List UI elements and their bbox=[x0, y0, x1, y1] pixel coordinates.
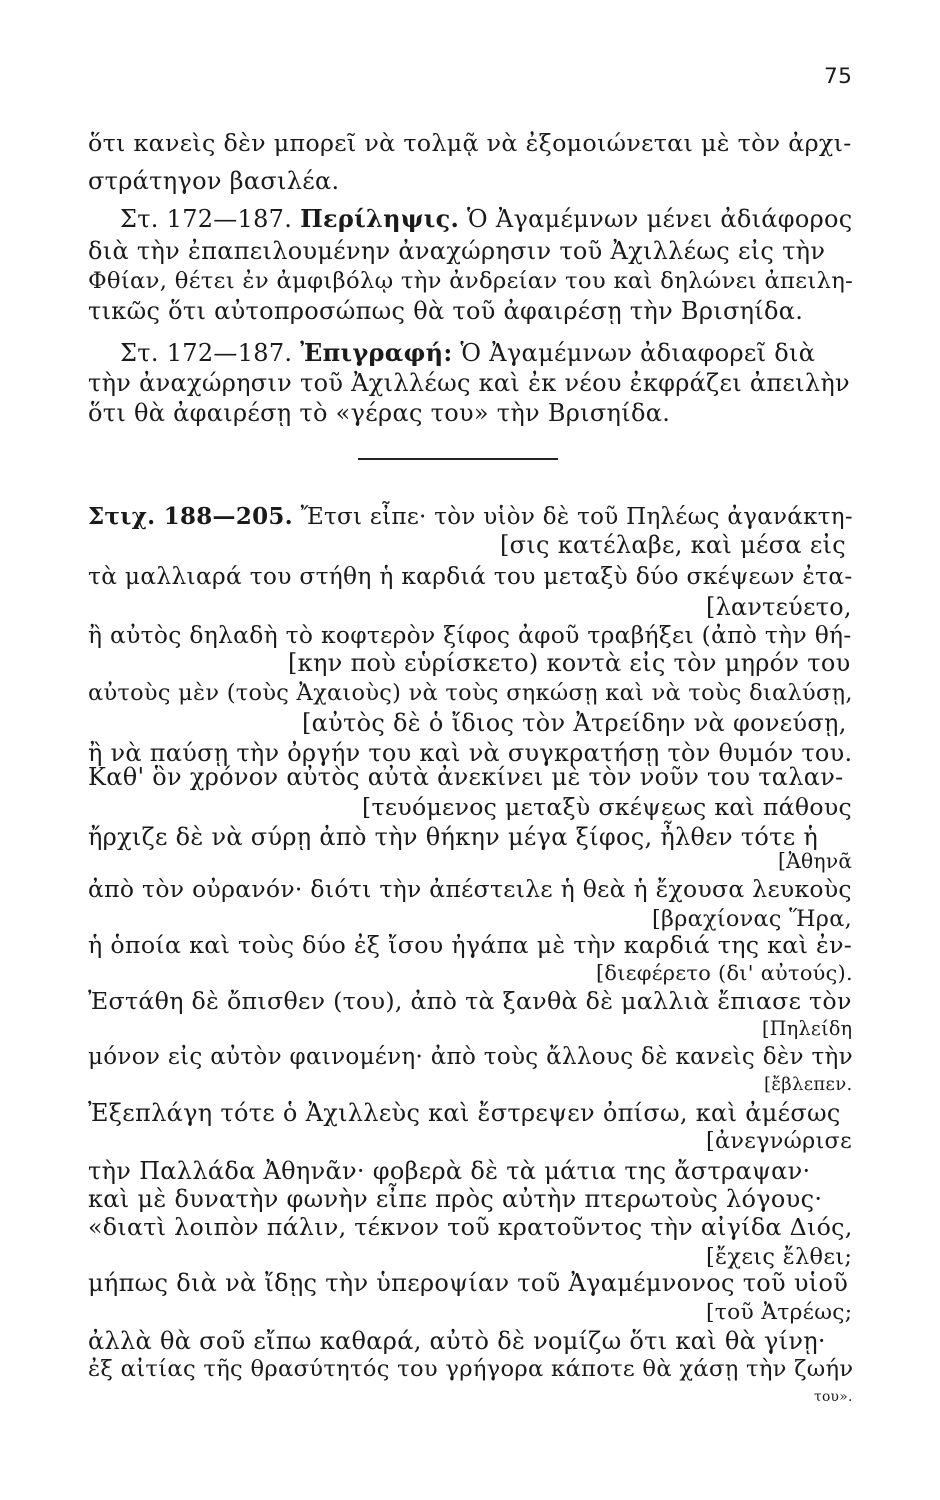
verse-line: [λαντεύετο, bbox=[706, 593, 852, 621]
verse-line: [βραχίονας Ἥρα, bbox=[652, 906, 853, 932]
summary-first-line bbox=[120, 204, 852, 234]
section-divider bbox=[358, 458, 558, 460]
verse-line: ἀλλὰ θὰ σοῦ εἴπω καθαρά, αὐτὸ δὲ νομίζω ὅτι καὶ θὰ γίνῃ· bbox=[88, 1327, 826, 1355]
summary-text: Ὁ Ἀγαμέμνων μένει ἀδιάφορος bbox=[459, 205, 853, 233]
epigraph-line: ὅτι θὰ ἀφαιρέσῃ τὸ «γέρας του» τὴν Βρισηίδα. bbox=[88, 399, 671, 427]
verse-line: Ἐστάθη δὲ ὄπισθεν (του), ἀπὸ τὰ ξανθὰ δὲ μαλλιὰ ἔπιασε τὸν bbox=[88, 987, 852, 1015]
verse-line: μόνον εἰς αὐτὸν φαινομένη· ἀπὸ τοὺς ἄλλους δὲ κανεὶς δὲν τὴν bbox=[88, 1044, 853, 1070]
verse-line: ἢ νὰ παύσῃ τὴν ὀργήν του καὶ νὰ συγκρατήσῃ τὸν θυμόν του. bbox=[88, 739, 853, 767]
verse-line: ἐξ αἰτίας τῆς θρασύτητός του γρήγορα κάποτε θὰ χάσῃ τὴν ζωήν bbox=[88, 1356, 854, 1382]
summary-ref: Στ. 172—187. bbox=[120, 205, 293, 233]
verse-line: μήπως διὰ νὰ ἴδῃς τὴν ὑπεροψίαν τοῦ Ἀγαμέμνονος τοῦ υἱοῦ bbox=[88, 1269, 849, 1297]
verse-line: του». bbox=[814, 1389, 853, 1405]
verse-line: [Πηλείδη bbox=[762, 1017, 853, 1040]
epigraph-ref: Στ. 172—187. bbox=[120, 339, 293, 367]
epigraph-text: Ὁ Ἀγαμέμνων ἀδιαφορεῖ διὰ bbox=[452, 339, 816, 367]
summary-line: τικῶς ὅτι αὐτοπροσώπως θὰ τοῦ ἀφαιρέσῃ τὴν Βρισηίδα. bbox=[88, 297, 804, 325]
verse-line: [τευόμενος μεταξὺ σκέψεως καὶ πάθους bbox=[362, 793, 852, 821]
verse-line: [Ἀθηνᾶ bbox=[778, 849, 853, 873]
verses-first-line bbox=[88, 502, 853, 532]
intro-line: ὅτι κανεὶς δὲν μπορεῖ νὰ τολμᾷ νὰ ἐξομοιώνεται μὲ τὸν ἀρχι- bbox=[88, 129, 852, 157]
epigraph-first-line bbox=[120, 338, 815, 368]
verse-line: [κην ποὺ εὑρίσκετο) κοντὰ εἰς τὸν μηρόν του bbox=[288, 649, 851, 677]
page-number: 75 bbox=[824, 64, 853, 89]
verse-line: ἀπὸ τὸν οὐρανόν· διότι τὴν ἀπέστειλε ἡ θεὰ ἡ ἔχουσα λευκοὺς bbox=[88, 875, 852, 903]
verse-line: αὐτοὺς μὲν (τοὺς Ἀχαιοὺς) νὰ τοὺς σηκώσῃ καὶ νὰ τοὺς διαλύσῃ, bbox=[88, 680, 853, 706]
epigraph-line: τὴν ἀναχώρησιν τοῦ Ἀχιλλέως καὶ ἐκ νέου ἐκφράζει ἀπειλὴν bbox=[88, 369, 850, 397]
intro-line: στράτηγον βασιλέα. bbox=[88, 167, 340, 195]
verse-line: ἢ αὐτὸς δηλαδὴ τὸ κοφτερὸν ξίφος ἀφοῦ τραβήξει (ἀπὸ τὴν θή- bbox=[88, 621, 852, 649]
verses-text: Ἔτσι εἶπε· τὸν υἱὸν δὲ τοῦ Πηλέως ἀγανάκτη- bbox=[292, 504, 853, 530]
summary-line: Φθίαν, θέτει ἐν ἀμφιβόλῳ τὴν ἀνδρείαν του καὶ δηλώνει ἀπειλη- bbox=[88, 268, 854, 294]
verse-line: ἤρχιζε δὲ νὰ σύρῃ ἀπὸ τὴν θήκην μέγα ξίφος, ἦλθεν τότε ἡ bbox=[88, 823, 819, 851]
verse-line: [σις κατέλαβε, καὶ μέσα εἰς bbox=[500, 531, 847, 559]
verse-line: [ἔβλεπεν. bbox=[764, 1074, 853, 1095]
verse-line: [ἔχεις ἔλθει; bbox=[706, 1244, 853, 1270]
summary-heading: Περίληψις. bbox=[300, 204, 460, 233]
verse-line: [αὐτὸς δὲ ὁ ἴδιος τὸν Ἀτρείδην νὰ φονεύσῃ, bbox=[302, 709, 847, 737]
verse-line: ἡ ὁποία καὶ τοὺς δύο ἐξ ἴσου ἠγάπα μὲ τὴν καρδιά της καὶ ἐν- bbox=[88, 931, 853, 959]
verse-line: [ἀνεγνώρισε bbox=[706, 1128, 852, 1154]
verse-line: [διεφέρετο (δι' αὐτούς). bbox=[596, 961, 853, 985]
verse-line: τὰ μαλλιαρά του στήθη ἡ καρδιά του μεταξὺ δύο σκέψεων ἐτα- bbox=[88, 563, 853, 590]
verse-line: Καθ' ὃν χρόνον αὐτὸς αὐτὰ ἀνεκίνει μὲ τὸν νοῦν του ταλαν- bbox=[88, 763, 844, 791]
verse-line: Ἐξεπλάγη τότε ὁ Ἀχιλλεὺς καὶ ἔστρεψεν ὀπίσω, καὶ ἀμέσως bbox=[88, 1099, 841, 1127]
verse-line: τὴν Παλλάδα Ἀθηνᾶν· φοβερὰ δὲ τὰ μάτια της ἄστραψαν· bbox=[88, 1157, 811, 1185]
verse-line: «διατὶ λοιπὸν πάλιν, τέκνον τοῦ κρατοῦντος τὴν αἰγίδα Διός, bbox=[88, 1213, 853, 1241]
verse-line: καὶ μὲ δυνατὴν φωνὴν εἶπε πρὸς αὐτὴν πτερωτοὺς λόγους· bbox=[88, 1185, 823, 1213]
verse-line: [τοῦ Ἀτρέως; bbox=[706, 1300, 853, 1325]
verses-ref: Στιχ. 188—205. bbox=[88, 503, 293, 530]
summary-line: διὰ τὴν ἐπαπειλουμένην ἀναχώρησιν τοῦ Ἀχιλλέως εἰς τὴν bbox=[88, 237, 826, 265]
epigraph-heading: Ἐπιγραφή: bbox=[300, 338, 453, 367]
